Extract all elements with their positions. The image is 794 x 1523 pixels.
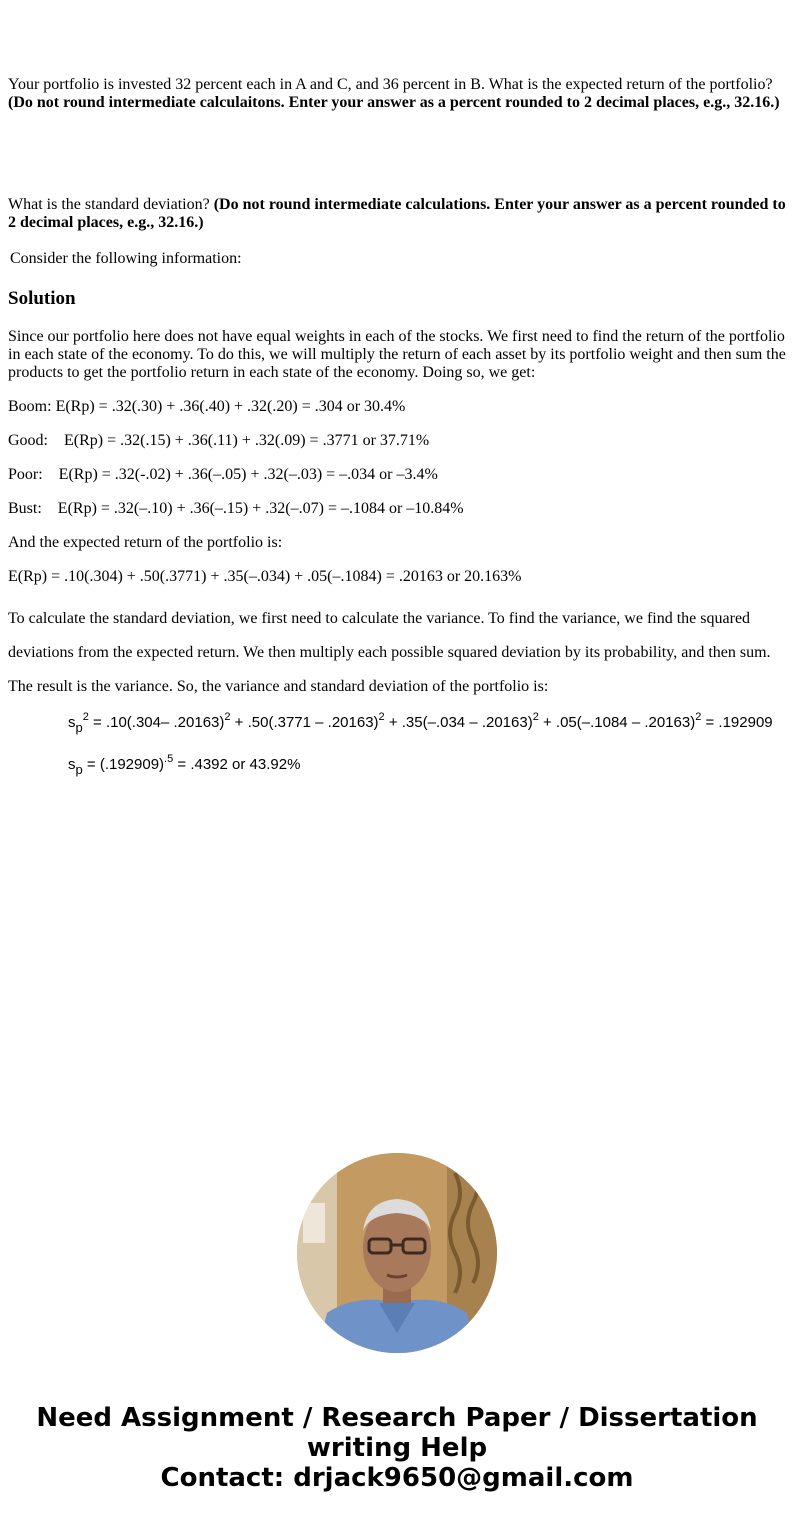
expected-return-equation: E(Rp) = .10(.304) + .50(.3771) + .35(–.034) + .05(–.1084) = .20163 or 20.163% — [8, 568, 522, 585]
superscript-half: .5 — [164, 753, 174, 765]
sd-result: = .4392 or 43.92% — [173, 756, 301, 773]
state-boom — [8, 398, 788, 416]
state-equation: E(Rp) = .32(–.10) + .36(–.15) + .32(–.07) = –.1084 or –10.84% — [57, 500, 464, 517]
question-2-text: What is the standard deviation? — [8, 196, 214, 213]
superscript-2: 2 — [378, 711, 385, 723]
sd-lhs: = (.192909) — [82, 756, 165, 773]
variance-explanation: To calculate the standard deviation, we first need to calculate the variance. To find the variance, we find the squared deviations from the expected return. We then multiply each possible squared deviation by its probability, and then sum. The result is the variance. So, the variance and standard deviation of the portfolio is: — [8, 610, 771, 695]
subscript-p: p — [75, 762, 83, 777]
promo-line-1: Need Assignment / Research Paper / Dissertation — [36, 1403, 758, 1433]
person-photo-icon — [297, 1153, 497, 1353]
solution-heading: Solution — [8, 288, 76, 309]
variance-result: = .192909 — [701, 714, 773, 731]
sd-formula — [8, 754, 788, 776]
state-equation: E(Rp) = .32(.30) + .36(.40) + .32(.20) = .304 or 30.4% — [55, 398, 406, 415]
question-2 — [8, 196, 788, 232]
variance-term-3: + .35(–.034 – .20163) — [384, 714, 533, 731]
state-equation: E(Rp) = .32(.15) + .36(.11) + .32(.09) = .3771 or 37.71% — [64, 432, 430, 449]
superscript-2: 2 — [82, 711, 89, 723]
state-label: Good: — [8, 432, 64, 449]
variance-formula — [8, 712, 788, 734]
sigma-symbol: s — [68, 756, 76, 773]
state-equation: E(Rp) = .32(-.02) + .36(–.05) + .32(–.03) = –.034 or –3.4% — [58, 466, 438, 483]
variance-term-4: + .05(–.1084 – .20163) — [538, 714, 696, 731]
state-good — [8, 432, 788, 450]
subscript-p: p — [75, 720, 83, 735]
solution-intro: Since our portfolio here does not have equal weights in each of the stocks. We first need to find the return of the portfolio in each state of the economy. To do this, we will multiply the return of each asset by its portfolio weight and then sum the products to get the portfolio return in each state of the economy. Doing so, we get: — [8, 328, 786, 381]
promo-line-2: writing Help — [306, 1433, 488, 1463]
question-1-instruction: (Do not round intermediate calculaitons. Enter your answer as a percent rounded to 2 decimal places, e.g., 32.16.) — [8, 94, 780, 111]
superscript-2: 2 — [695, 711, 702, 723]
promo-banner — [0, 1403, 794, 1493]
consider-text: Consider the following information: — [10, 250, 242, 267]
superscript-2: 2 — [532, 711, 539, 723]
superscript-2: 2 — [224, 711, 231, 723]
sigma-symbol: s — [68, 714, 76, 731]
state-bust — [8, 500, 788, 518]
question-1 — [8, 76, 788, 112]
state-label: Bust: — [8, 500, 58, 517]
state-label: Poor: — [8, 466, 59, 483]
state-poor — [8, 466, 788, 484]
question-2-instruction: (Do not round intermediate calculations. Enter your answer as a percent rounded to 2 decimal places, e.g., 32.16.) — [8, 196, 786, 231]
state-label: Boom: — [8, 398, 56, 415]
promo-contact: Contact: drjack9650@gmail.com — [160, 1463, 634, 1493]
variance-term-2: + .50(.3771 – .20163) — [230, 714, 379, 731]
variance-term-1: = .10(.304– .20163) — [88, 714, 225, 731]
document-body — [8, 76, 788, 776]
author-avatar — [297, 1153, 497, 1353]
question-1-text: Your portfolio is invested 32 percent each in A and C, and 36 percent in B. What is the expected return of the portfolio? — [8, 76, 773, 93]
expected-return-label: And the expected return of the portfolio is: — [8, 534, 283, 551]
